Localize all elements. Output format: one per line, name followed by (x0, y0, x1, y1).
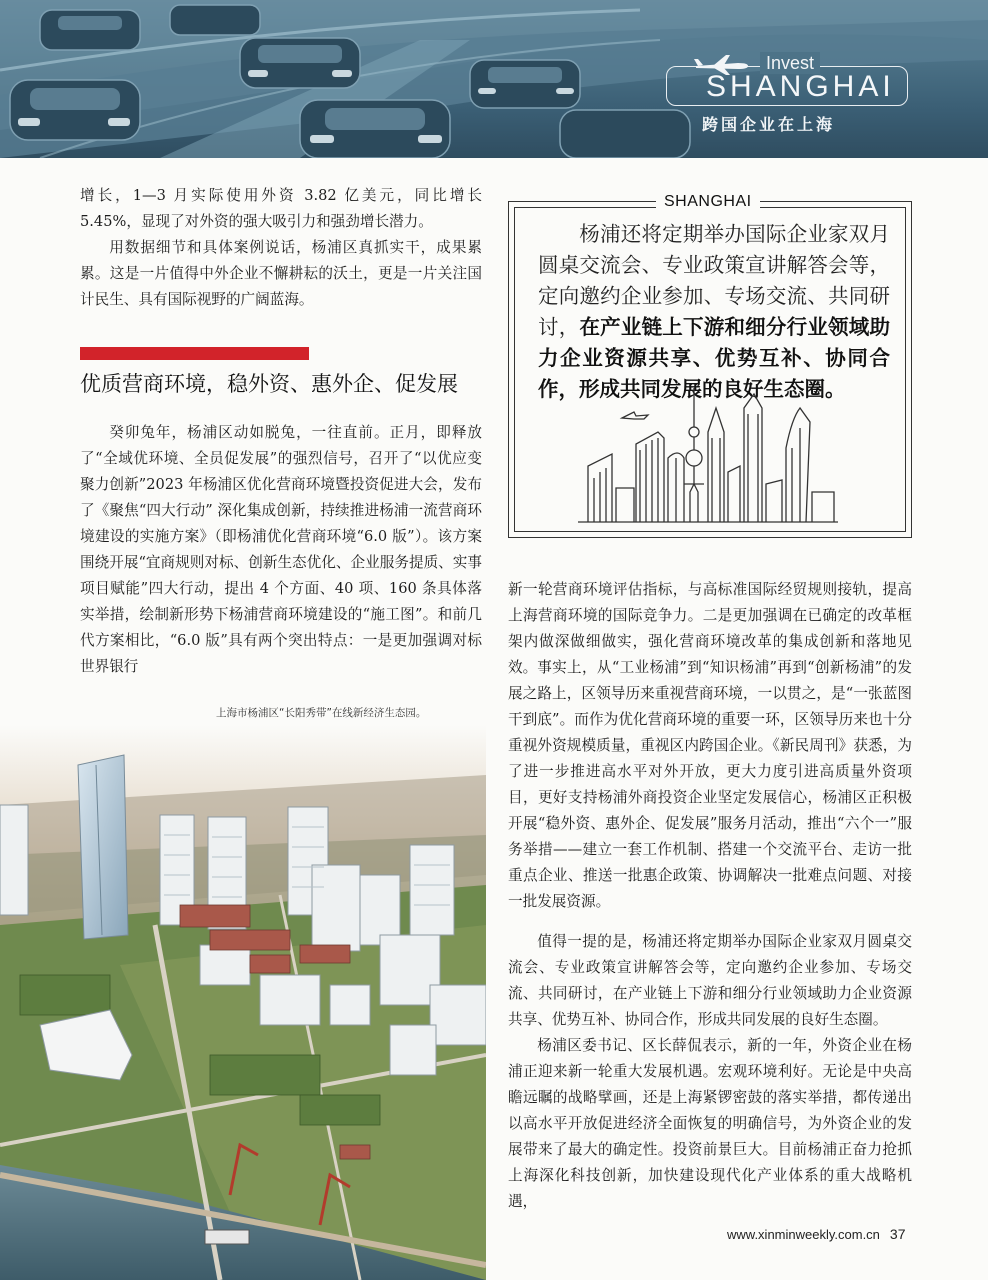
section-title: 优质营商环境，稳外资、惠外企、促发展 (80, 372, 458, 396)
left-paragraph-1: 增长，1—3 月实际使用外资 3.82 亿美元，同比增长 5.45%，显现了对外资的强大吸引力和强劲增长潜力。 (80, 187, 482, 230)
airplane-icon (622, 412, 648, 419)
left-paragraph-3: 癸卯兔年，杨浦区动如脱兔，一往直前。正月，即释放了“全域优环境、全员促发展”的强烈信号，召开了“以优应变 聚力创新”2023 年杨浦区优化营商环境暨投资促进大会，发布了《聚焦“四大行动” 深化集成创新，持续推进杨浦一流营商环境建设的实施方案》（即杨浦优化营商环境“6.0 版”）。该方案围绕开展“宜商规则对标、创新生态优化、企业服务提质、实事项目赋能”四大行动，提出 4 个方面、40 项、160 条具体落实举措，绘制新形势下杨浦营商环境建设的“施工图”。和前几代方案相比，“6.0 版”具有两个突出特点：一是更加强调对标世界银行 (80, 424, 482, 675)
right-paragraph-1: 新一轮营商环境评估指标，与高标准国际经贸规则接轨，提高上海营商环境的国际竞争力。二是更加强调在已确定的改革框架内做深做细做实，强化营商环境改革的集成创新和落地见效。 (508, 581, 912, 676)
header-banner (0, 0, 988, 158)
invest-shanghai-logo (666, 52, 906, 152)
page-footer (727, 1226, 906, 1242)
pull-quote-tag: SHANGHAI (656, 193, 760, 211)
left-paragraph-2: 用数据细节和具体案例说话，杨浦区真抓实干，成果累累。这是一片值得中外企业不懈耕耘的沃土，更是一片关注国计民生、具有国际视野的广阔蓝海。 (80, 239, 482, 308)
logo-invest: Invest (760, 52, 820, 74)
logo-shanghai: SHANGHAI (706, 70, 895, 103)
page-number: 37 (889, 1226, 906, 1242)
photo-caption: 上海市杨浦区“长阳秀带”在线新经济生态园。 (216, 707, 427, 719)
section-accent-bar (80, 347, 309, 360)
right-paragraph-2: 事实上，从“工业杨浦”到“知识杨浦”再到“创新杨浦”的发展之路上，区领导历来重视营商环境，一以贯之，是“一张蓝图干到底”。而作为优化营商环境的重要一环，区领导历来也十分重视外资规模质量，重视区内跨国企业。《新民周刊》获悉，为了进一步推进高水平对外开放，更大力度引进高质量外资项目，更好支持杨浦外商投资企业坚定发展信心，杨浦区正积极开展“稳外资、惠外企、促发展”服务月活动，推出“六个一”服务举措——建立一套工作机制、搭建一个交流平台、走访一批重点企业、推送一批惠企政策、协调解决一批难点问题、对接一批发展资源。 (508, 659, 912, 910)
pull-quote-text (538, 219, 890, 405)
pull-quote-plain: 杨浦还将定期举办国际企业家双月圆桌交流会、专业政策宣讲解答会等，定向邀约企业参加、专场交流、共同研讨， (538, 222, 890, 339)
footer-url: www.xinminweekly.com.cn (727, 1227, 880, 1242)
logo-subtitle: 跨国企业在上海 (702, 115, 836, 134)
right-paragraph-3: 值得一提的是，杨浦还将定期举办国际企业家双月圆桌交流会、专业政策宣讲解答会等，定向邀约企业参加、专场交流、共同研讨，在产业链上下游和细分行业领域助力企业资源共享、优势互补、协同合作，形成共同发展的良好生态圈。 (508, 933, 912, 1028)
pull-quote-bold: 在产业链上下游和细分行业领域助力企业资源共享、优势互补、协同合作，形成共同发展的良好生态圈。 (538, 315, 890, 401)
pull-quote-box (508, 193, 912, 538)
right-paragraph-4: 杨浦区委书记、区长薛侃表示，新的一年，外资企业在杨浦正迎来新一轮重大发展机遇。宏观环境利好。无论是中央高瞻远瞩的战略擘画，还是上海紧锣密鼓的落实举措，都传递出以高水平开放促进经济全面恢复的明确信号，为外资企业的发展带来了最大的确定性。投资前景巨大。目前杨浦正奋力抢抓上海深化科技创新，加快建设现代化产业体系的重大战略机遇， (508, 1037, 912, 1210)
skyline-illustration (578, 388, 838, 523)
aerial-city-photo (0, 725, 486, 1280)
